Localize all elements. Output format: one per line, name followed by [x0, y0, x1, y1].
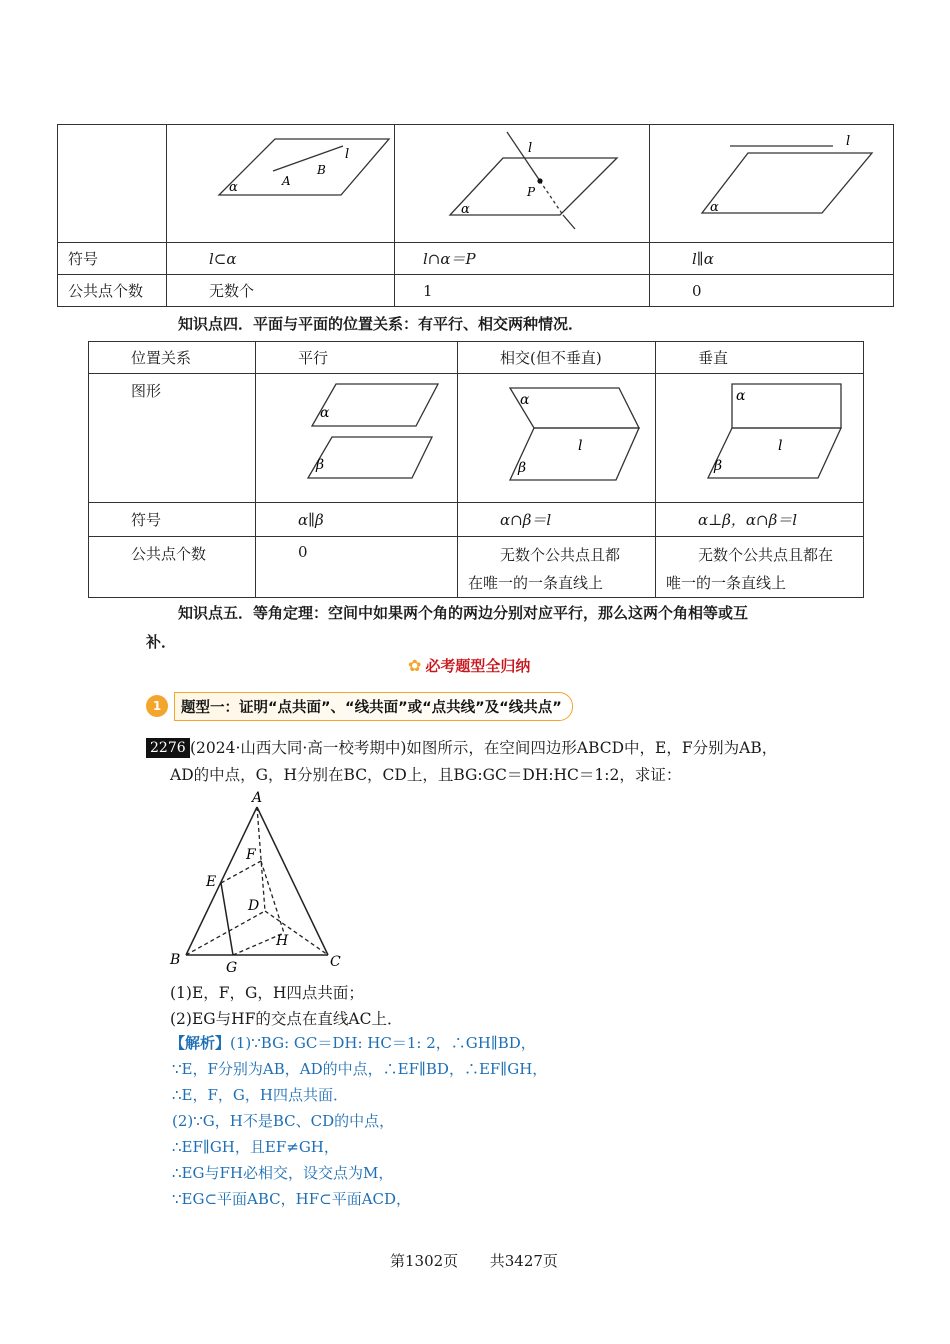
label-point-G: G: [226, 960, 238, 973]
common-intersect-line2: 在唯一的一条直线上: [468, 574, 604, 592]
label-beta-3: β: [714, 458, 723, 474]
page-number: 第1302页: [390, 1252, 459, 1270]
common-planes-parallel: 0: [256, 537, 458, 598]
symbol-intersect: l∩α＝P: [395, 243, 650, 275]
page-footer: [390, 1250, 558, 1271]
common-parallel: 0: [650, 275, 894, 307]
common-perp-line2: 唯一的一条直线上: [666, 574, 787, 592]
label-alpha-4: α: [320, 405, 330, 421]
label-vertex-C: C: [330, 954, 341, 970]
symbol-parallel: l∥α: [650, 243, 894, 275]
knowledge-point-5-line1: 知识点五．等角定理：空间中如果两个角的两边分别对应平行，那么这两个角相等或互: [178, 604, 749, 622]
solution-text-1: (1)∵BG: GC＝DH: HC＝1: 2，∴GH∥BD，: [230, 1034, 536, 1052]
label-beta: β: [316, 457, 325, 473]
common-contained: 无数个: [167, 275, 395, 307]
header-perpendicular: 垂直: [656, 342, 864, 374]
row-common-label-2: 公共点个数: [89, 537, 256, 598]
solution-line-2: ∵E，F分别为AB，AD的中点，∴EF∥BD，∴EF∥GH，: [172, 1060, 548, 1078]
fig-line-intersects-plane: [395, 125, 650, 243]
label-l-2: l: [528, 141, 533, 156]
solution-line-6: ∴EG与FH必相交，设交点为M，: [172, 1164, 394, 1182]
line-plane-table: [57, 124, 894, 307]
section-banner: [408, 655, 530, 676]
question-type-header: [146, 692, 573, 720]
question-1: (1)E，F，G，H四点共面；: [170, 984, 364, 1002]
solution-line-5: ∴EF∥GH，且EF≠GH，: [172, 1138, 339, 1156]
common-intersect: 1: [395, 275, 650, 307]
fig-planes-intersect: [458, 374, 656, 503]
symbol-planes-parallel: α∥β: [256, 503, 458, 537]
header-relation: 位置关系: [89, 342, 256, 374]
flower-icon: ✿: [408, 656, 422, 675]
solution-line-7: ∵EG⊂平面ABC，HF⊂平面ACD，: [172, 1190, 412, 1208]
row-common-label: 公共点个数: [58, 275, 167, 307]
solution-line-4: (2)∵G，H不是BC、CD的中点，: [172, 1112, 395, 1130]
label-vertex-D: D: [248, 898, 260, 914]
common-planes-intersect: [458, 537, 656, 598]
question-2: (2)EG与HF的交点在直线AC上．: [170, 1010, 403, 1028]
fig-planes-perpendicular: [656, 374, 864, 503]
type-title: 题型一：证明“点共面”、“线共面”或“点共线”及“线共点”: [174, 692, 573, 721]
header-intersect: 相交(但不垂直): [458, 342, 656, 374]
row-symbol-label-2: 符号: [89, 503, 256, 537]
label-l-5: l: [778, 438, 783, 454]
problem-line2: AD的中点，G，H分别在BC，CD上，且BG:GC＝DH:HC＝1:2，求证：: [170, 766, 682, 784]
label-l-4: l: [578, 438, 583, 454]
fig-line-parallel-plane: [650, 125, 894, 243]
label-point-E: E: [206, 874, 217, 890]
header-parallel: 平行: [256, 342, 458, 374]
label-alpha-6: α: [736, 388, 746, 404]
solution-line-3: ∴E，F，G，H四点共面．: [172, 1086, 348, 1104]
label-alpha-5: α: [520, 392, 530, 408]
label-A: A: [282, 174, 291, 188]
label-alpha-3: α: [710, 200, 719, 215]
label-beta-2: β: [518, 460, 527, 476]
knowledge-point-5-line2: 补．: [146, 633, 177, 651]
label-B: B: [317, 163, 326, 177]
label-vertex-B: B: [170, 952, 181, 968]
label-P: P: [527, 185, 536, 199]
problem-number-badge: 2276: [146, 738, 190, 758]
solution-line-1: [170, 1030, 536, 1056]
symbol-planes-intersect: α∩β＝l: [458, 503, 656, 537]
fig-planes-parallel: [256, 374, 458, 503]
row-figure-label: 图形: [89, 374, 256, 503]
plane-plane-table: [88, 341, 864, 598]
label-alpha-2: α: [461, 202, 470, 217]
tetrahedron-figure: [160, 788, 360, 973]
page-total: 共3427页: [489, 1252, 558, 1270]
knowledge-point-4: 知识点四．平面与平面的位置关系：有平行、相交两种情况．: [178, 315, 584, 333]
label-l: l: [345, 147, 350, 162]
label-point-H: H: [276, 933, 289, 949]
symbol-planes-perpendicular: α⊥β，α∩β＝l: [656, 503, 864, 537]
symbol-contained: l⊂α: [167, 243, 395, 275]
problem-line1: (2024·山西大同·高一校考期中)如图所示，在空间四边形ABCD中，E，F分别为AB，: [190, 739, 778, 757]
common-planes-perpendicular: [656, 537, 864, 598]
solution-tag: 【解析】: [170, 1034, 231, 1052]
type-number-badge: 1: [146, 695, 168, 717]
label-alpha: α: [229, 180, 238, 195]
label-l-3: l: [846, 134, 851, 149]
fig-line-in-plane: [167, 125, 395, 243]
common-intersect-line1: 无数个公共点且都: [500, 546, 621, 564]
label-point-F: F: [246, 847, 256, 863]
table1-empty-cell: [58, 125, 167, 243]
banner-title: 必考题型全归纳: [425, 657, 531, 675]
common-perp-line1: 无数个公共点且都在: [698, 546, 834, 564]
label-vertex-A: A: [252, 790, 263, 806]
row-symbol-label: 符号: [58, 243, 167, 275]
